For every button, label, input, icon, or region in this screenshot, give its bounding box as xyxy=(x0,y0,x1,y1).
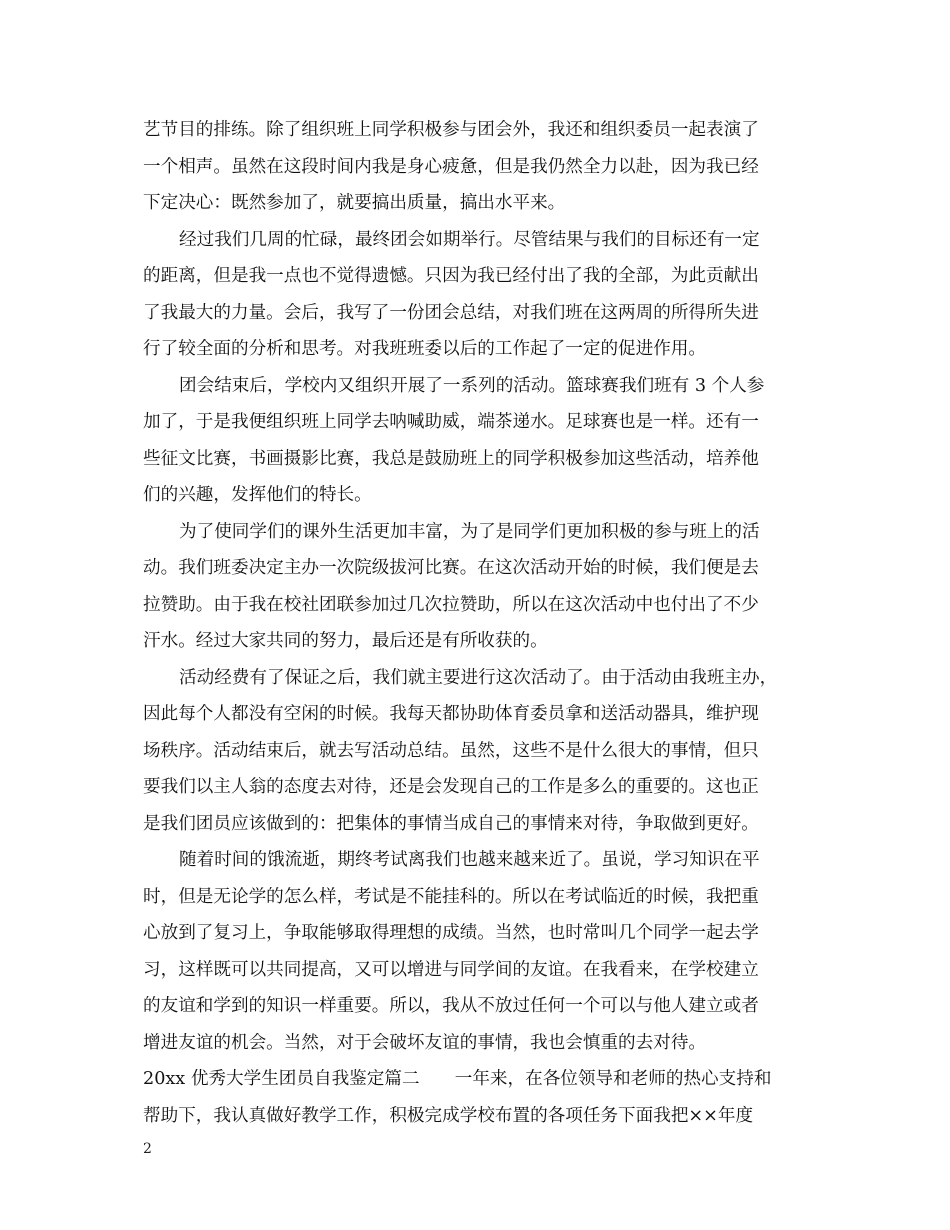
body-text xyxy=(143,112,815,1134)
text-line: 习，这样既可以共同提高，又可以增进与同学间的友谊。在我看来，在学校建立 xyxy=(143,959,759,980)
text-line: 因此每个人都没有空闲的时候。我每天都协助体育委员拿和送活动器具，维护现 xyxy=(143,704,759,724)
text-line: 活动经费有了保证之后，我们就主要进行这次活动了。由于活动由我班主办， xyxy=(179,667,778,688)
text-line: 行了较全面的分析和思考。对我班班委以后的工作起了一定的促进作用。 xyxy=(143,339,707,359)
text-line: 下定决心：既然参加了，就要搞出质量，搞出水平来。 xyxy=(143,193,566,213)
text-line: 的距离，但是我一点也不觉得遗憾。只因为我已经付出了我的全部，为此贡献出 xyxy=(143,266,759,286)
text-line: 加了，于是我便组织班上同学去呐喊助威，端茶递水。足球赛也是一样。还有一 xyxy=(143,412,759,432)
text-line: 一个相声。虽然在这段时间内我是身心疲惫，但是我仍然全力以赴，因为我已经 xyxy=(143,156,759,177)
text-line: 是我们团员应该做到的：把集体的事情当成自己的事情来对待，争取做到更好。 xyxy=(143,813,759,834)
text-line: 20xx 优秀大学生团员自我鉴定篇二 一年来，在各位领导和老师的热心支持和 xyxy=(143,1069,772,1089)
text-line: 经过我们几周的忙碌，最终团会如期举行。尽管结果与我们的目标还有一定 xyxy=(179,229,760,250)
page-number: 2 xyxy=(143,1141,152,1157)
text-line: 增进友谊的机会。当然，对于会破坏友谊的事情，我也会慎重的去对待。 xyxy=(143,1032,707,1053)
text-line: 的友谊和学到的知识一样重要。所以，我从不放过任何一个可以与他人建立或者 xyxy=(143,996,759,1016)
text-line: 了我最大的力量。会后，我写了一份团会总结，对我们班在这两周的所得所失进 xyxy=(143,302,759,323)
text-line: 拉赞助。由于我在校社团联参加过几次拉赞助，所以在这次活动中也付出了不少 xyxy=(143,594,759,615)
text-line: 帮助下，我认真做好教学工作，积极完成学校布置的各项任务下面我把××年度 xyxy=(143,1105,754,1126)
text-line: 艺节目的排练。除了组织班上同学积极参与团会外，我还和组织委员一起表演了 xyxy=(143,120,759,140)
text-line: 随着时间的饿流逝，期终考试离我们也越来越来近了。虽说，学习知识在平 xyxy=(179,850,760,870)
text-line: 团会结束后，学校内又组织开展了一系列的活动。篮球赛我们班有 3 个人参 xyxy=(179,375,765,396)
text-line: 们的兴趣，发挥他们的特长。 xyxy=(143,485,372,505)
text-line: 动。我们班委决定主办一次院级拔河比赛。在这次活动开始的时候，我们便是去 xyxy=(143,558,759,578)
text-line: 些征文比赛，书画摄影比赛，我总是鼓励班上的同学积极参加这些活动，培养他 xyxy=(143,448,759,469)
text-line: 要我们以主人翁的态度去对待，还是会发现自己的工作是多么的重要的。这也正 xyxy=(143,777,759,797)
text-line: 心放到了复习上，争取能够取得理想的成绩。当然，也时常叫几个同学一起去学 xyxy=(143,923,759,943)
text-line: 时，但是无论学的怎么样，考试是不能挂科的。所以在考试临近的时候，我把重 xyxy=(143,886,759,907)
text-line: 汗水。经过大家共同的努力，最后还是有所收获的。 xyxy=(143,631,548,651)
text-line: 为了使同学们的课外生活更加丰富，为了是同学们更加积极的参与班上的活 xyxy=(179,521,760,542)
text-line: 场秩序。活动结束后，就去写活动总结。虽然，这些不是什么很大的事情，但只 xyxy=(143,740,759,761)
